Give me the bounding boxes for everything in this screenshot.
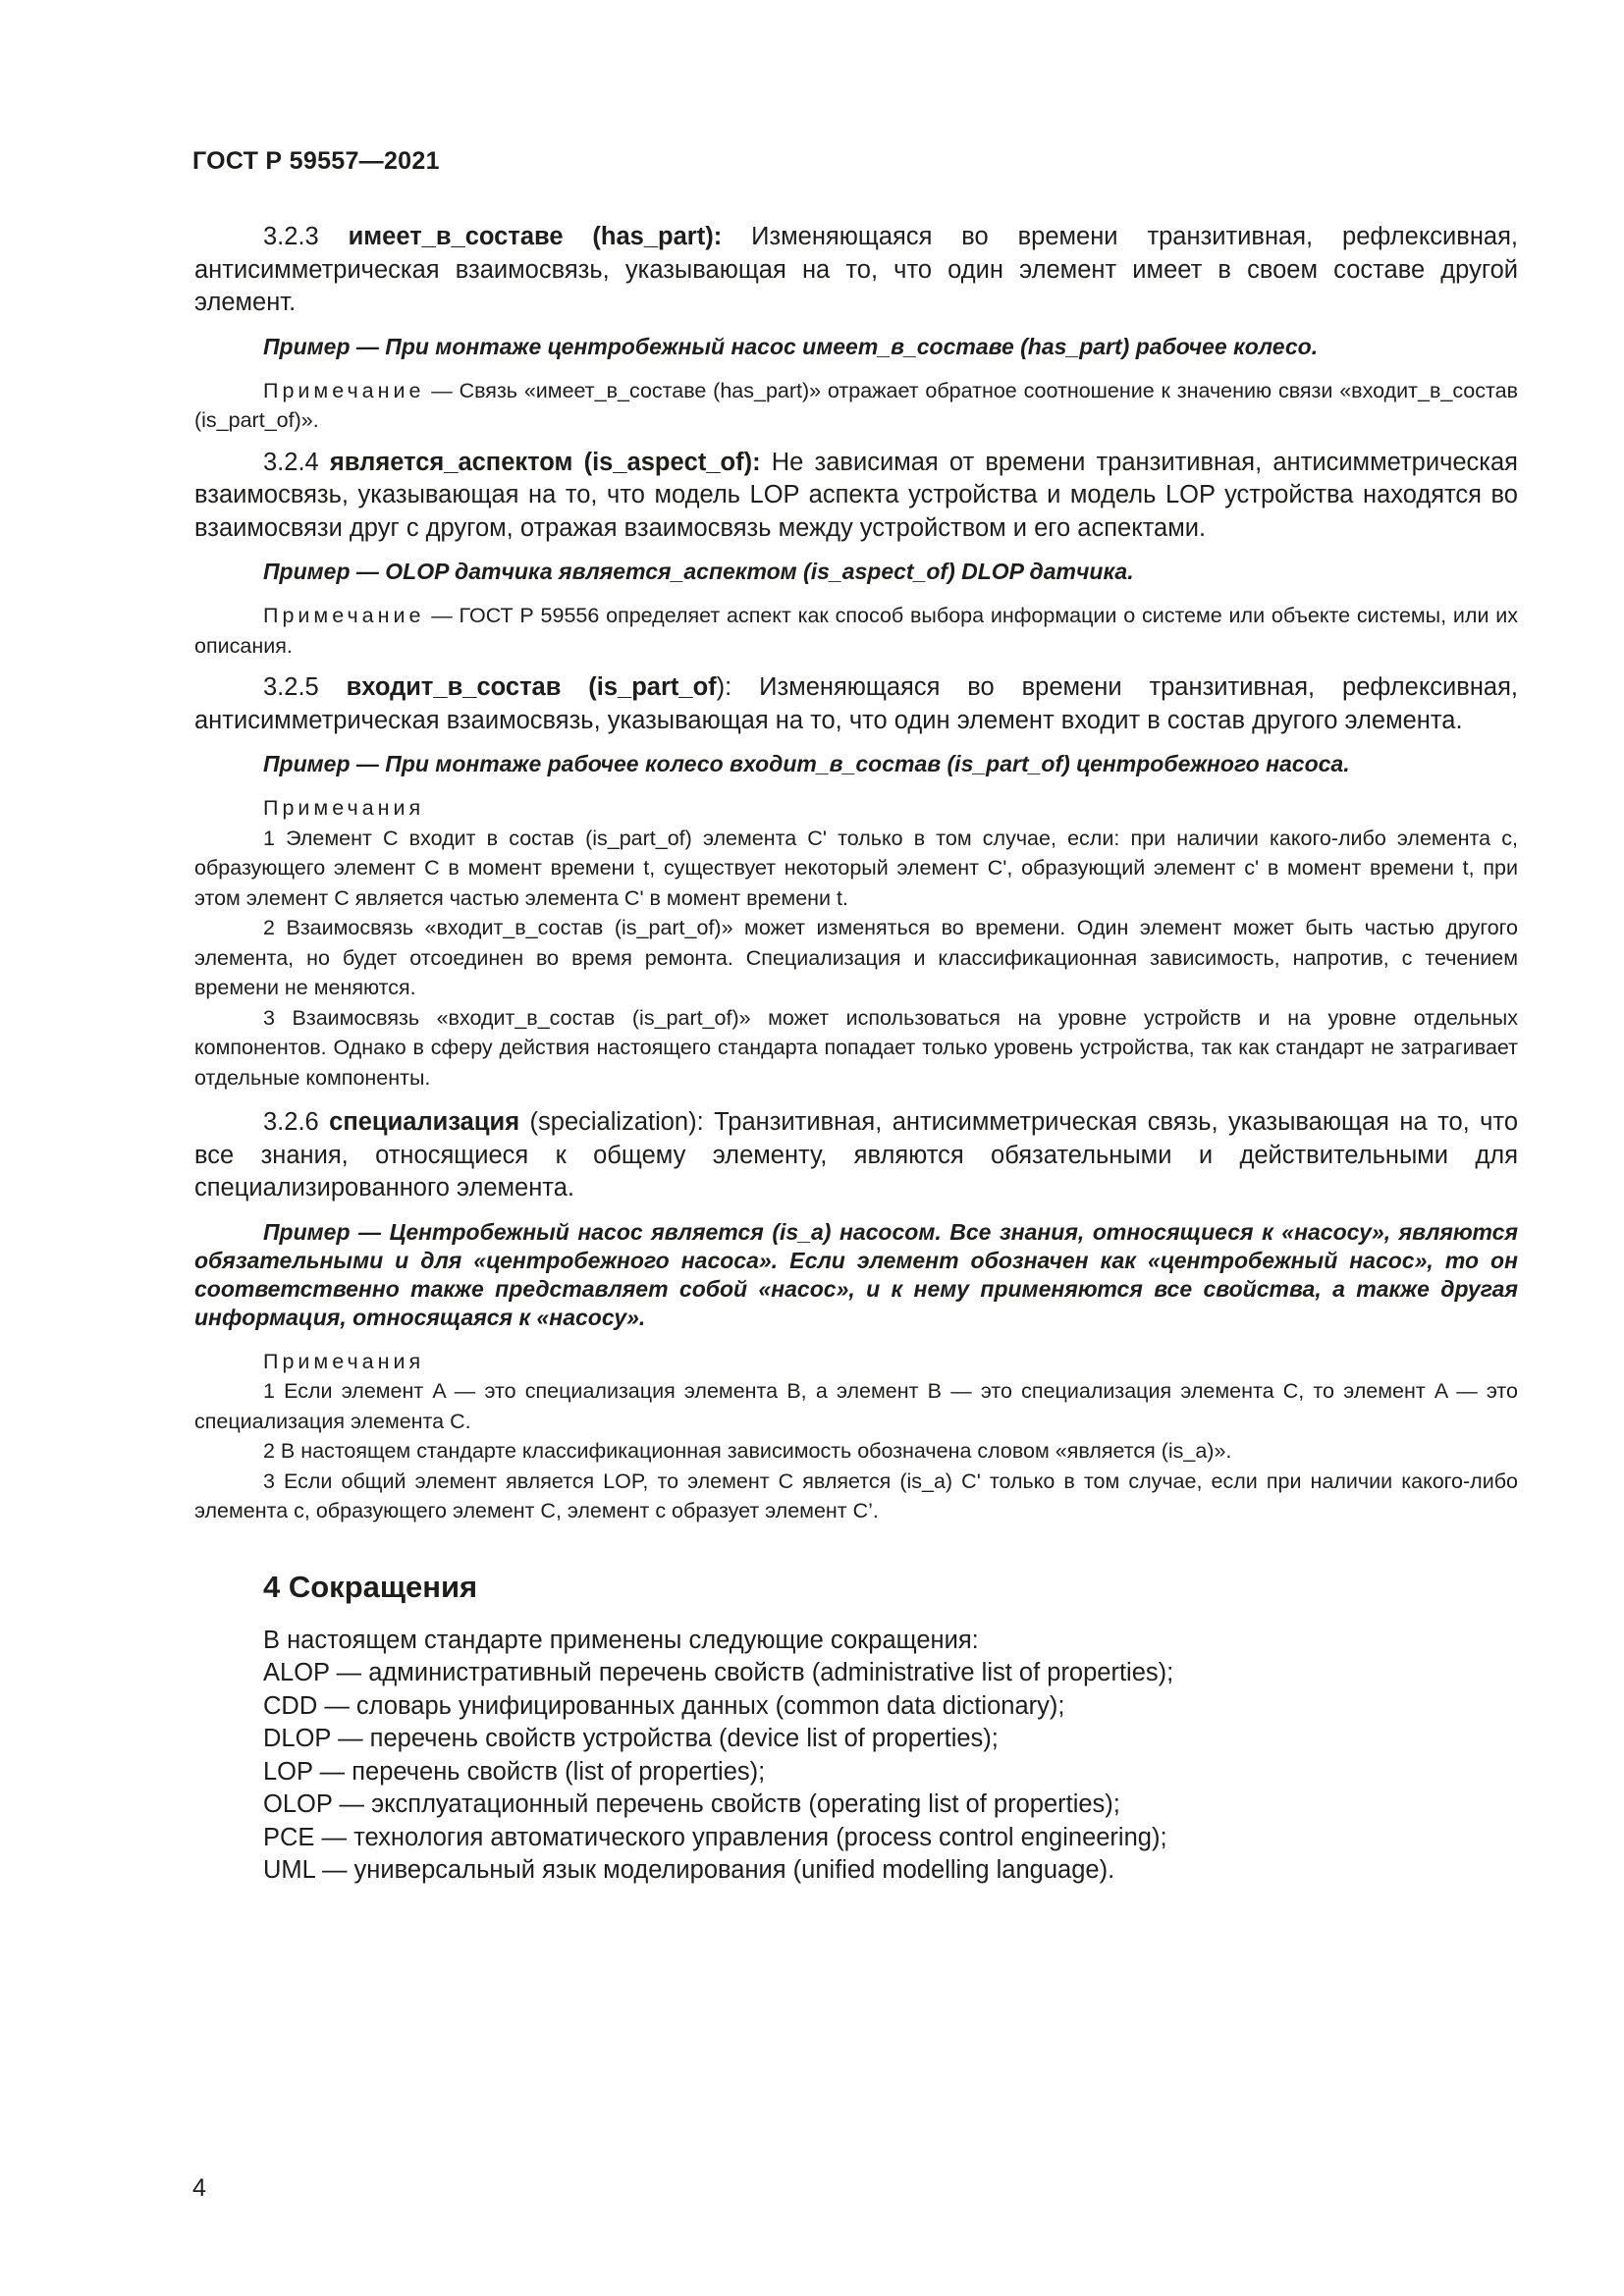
definition-term: специализация xyxy=(329,1108,520,1136)
definition-3-2-6 xyxy=(194,1106,1518,1205)
page-number: 4 xyxy=(192,2174,206,2202)
note-3-2-4 xyxy=(194,601,1518,661)
note-item: 2 Взаимосвязь «входит_в_состав (is_part_of)» может изменяться во времени. Один элемент может быть частью другого элемента, но будет отсоединен во время ремонта. Специализация и классификационная зависимость, напротив, с течением времени не меняются. xyxy=(194,916,1518,999)
example-3-2-3: Пример — При монтаже центробежный насос имеет_в_составе (has_part) рабочее колесо. xyxy=(263,333,1319,359)
definition-term: является_аспектом (is_aspect_of): xyxy=(329,448,761,476)
example-3-2-4: Пример — OLOP датчика является_аспектом (is_aspect_of) DLOP датчика. xyxy=(263,559,1134,584)
definition-text: Изменяющаяся во времени транзитивная, рефлексивная, антисимметрическая взаимосвязь, указывающая на то, что один элемент входит в состав другого элемента. xyxy=(194,673,1519,734)
note-item: 1 Элемент C входит в состав (is_part_of) элемента C' только в том случае, если: при наличии какого-либо элемента c, образующего элемент C в момент времени t, существует некоторый элемент C', образующий элемент c' в момент времени t, при этом элемент C является частью элемента C' в момент времени t. xyxy=(194,826,1518,910)
definition-text: Изменяющаяся во времени транзитивная, рефлексивная, антисимметрическая взаимосвязь, указывающая на то, что один элемент имеет в своем составе другой элемент. xyxy=(194,223,1519,316)
abbreviations-intro: В настоящем стандарте применены следующие сокращения: xyxy=(263,1626,979,1654)
note-text: — Связь «имеет_в_составе (has_part)» отражает обратное соотношение к значению связи «входит_в_состав (is_part_of)». xyxy=(194,378,1519,432)
note-item: 1 Если элемент A — это специализация элемента B, а элемент B — это специализация элемента C, то элемент A — это специализация элемента C. xyxy=(194,1379,1518,1433)
example-3-2-5: Пример — При монтаже рабочее колесо входит_в_состав (is_part_of) центробежного насоса. xyxy=(263,751,1350,776)
definition-number: 3.2.5 xyxy=(263,673,319,701)
definition-text: Не зависимая от времени транзитивная, антисимметрическая взаимосвязь, указывающая на то, что модель LOP аспекта устройства и модель LOP устройства находятся во взаимосвязи друг с другом, отражая взаимосвязь между устройством и его аспектами. xyxy=(194,448,1518,542)
definition-3-2-4 xyxy=(194,447,1518,546)
note-label: Примечание xyxy=(263,378,425,402)
notes-label xyxy=(194,793,1518,824)
notes-label-text: Примечания xyxy=(263,1349,425,1373)
definition-term-en: (specialization): xyxy=(529,1108,704,1136)
notes-label-text: Примечания xyxy=(263,796,425,820)
definition-term: имеет_в_составе (has_part): xyxy=(348,223,723,250)
definition-term-end: ): xyxy=(716,673,732,701)
definition-3-2-5 xyxy=(194,671,1518,737)
definition-number: 3.2.3 xyxy=(263,223,319,250)
notes-3-2-6 xyxy=(194,1347,1518,1526)
abbreviation-item: DLOP — перечень свойств устройства (device list of properties); xyxy=(263,1725,999,1752)
definition-number: 3.2.6 xyxy=(263,1108,319,1136)
notes-label xyxy=(194,1347,1518,1377)
abbreviation-item: ALOP — административный перечень свойств (administrative list of properties); xyxy=(263,1659,1174,1686)
definition-text: Транзитивная, антисимметрическая связь, указывающая на то, что все знания, относящиеся к общему элементу, являются обязательными и действительными для специализированного элемента. xyxy=(194,1108,1519,1201)
note-item: 2 В настоящем стандарте классификационная зависимость обозначена словом «является (is_a)». xyxy=(263,1439,1232,1463)
note-item: 3 Взаимосвязь «входит_в_состав (is_part_of)» может использоваться на уровне устройств и на уровне отдельных компонентов. Однако в сферу действия настоящего стандарта попадает только уровень устройства, так как стандарт не затрагивает отдельные компоненты. xyxy=(194,1005,1518,1090)
notes-3-2-5 xyxy=(194,793,1518,1093)
document-header: ГОСТ Р 59557—2021 xyxy=(192,147,440,175)
example-3-2-6: Пример — Центробежный насос является (is_a) насосом. Все знания, относящиеся к «насосу», являются обязательными и для «центробежного насоса». Если элемент обозначен как «центробежный насос», то он соответственно также представляет собой «насос», и к нему применяются все свойства, а также другая информация, относящаяся к «насосу». xyxy=(194,1218,1518,1330)
note-text: — ГОСТ Р 59556 определяет аспект как способ выбора информации о системе или объекте системы, или их описания. xyxy=(194,604,1518,658)
abbreviation-item: OLOP — эксплуатационный перечень свойств (operating list of properties); xyxy=(263,1790,1120,1818)
section-4-title: 4 Сокращения xyxy=(263,1569,478,1604)
abbreviation-item: CDD — словарь унифицированных данных (common data dictionary); xyxy=(263,1691,1065,1720)
abbreviation-item: PCE — технология автоматического управления (process control engineering); xyxy=(263,1823,1167,1851)
definition-3-2-3 xyxy=(194,221,1518,320)
document-body xyxy=(194,221,1518,1888)
abbreviation-item: UML — универсальный язык моделирования (unified modelling language). xyxy=(263,1856,1115,1884)
note-3-2-3 xyxy=(194,376,1518,436)
definition-number: 3.2.4 xyxy=(263,448,319,476)
note-label: Примечание xyxy=(263,604,425,627)
note-item: 3 Если общий элемент является LOP, то элемент C является (is_a) C' только в том случае, если при наличии какого-либо элемента c, образующего элемент C, элемент c образует элемент C’. xyxy=(194,1468,1518,1522)
definition-term: входит_в_состав (is_part_of xyxy=(346,673,717,701)
abbreviation-item: LOP — перечень свойств (list of properties); xyxy=(263,1757,766,1786)
